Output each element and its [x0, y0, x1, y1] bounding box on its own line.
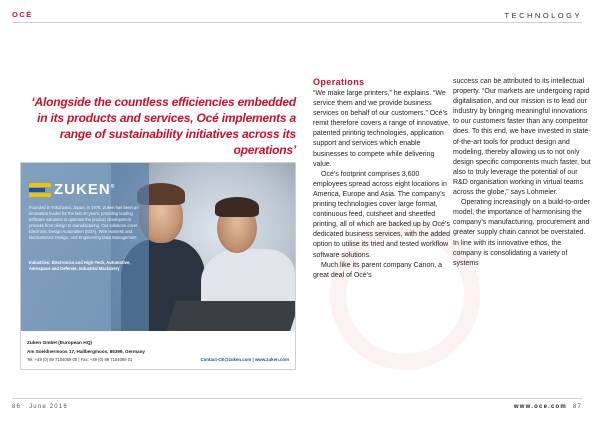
footer-divider [12, 398, 582, 399]
page-number-left: 86 [12, 404, 22, 410]
section-heading-operations: Operations [313, 77, 365, 87]
paragraph: Operating increasingly on a build-to-order model, the importance of harmonising the company’s manufacturing, procurement and greater supply chain cannot be overstated. In line with its innovative ethos, the company is consolidating a variety of systems [453, 199, 590, 267]
ad-info-panel [21, 163, 149, 331]
issue-date: June 2016 [29, 404, 68, 410]
paragraph: Océ’s footprint comprises 3,600 employees spread across eight locations in America, Europe and Asia. The company’s printing technologies cover large format, continuous feed, cutsheet and sheetfed printing, all of which are backed up by Océ’s dedicated business services, with the added option to utilise its tried and tested workflow software solutions. [313, 170, 450, 259]
paragraph: Much like its parent company Canon, a great deal of Océ’s [313, 261, 443, 279]
ad-description: Founded in Yokohama, Japan, in 1976, Zuken has been an innovation leader for the last 40 years, providing leading software solutions to optimise the product development process from design to manufacturing. Our solutions cover Electronic Design Automation (EDA), Wire Harness and Mechatronics Design, and Engineering Data Management. [29, 205, 139, 240]
ad-industries: Industries: Electronics and High-Tech, Automotive, Aerospace and Defense, Industrial Machinery [29, 260, 131, 271]
zuken-logo-icon [29, 183, 51, 197]
website-link[interactable]: www.oce.com [513, 404, 567, 410]
ad-contact-link[interactable]: Contact-CE@zuken.com | www.zuken.com [200, 357, 289, 362]
section-label: TECHNOLOGY [504, 11, 582, 20]
article-column-1 [313, 89, 451, 281]
article-column-2 [453, 77, 591, 269]
paragraph: success can be attributed to its intellectual property. “Our markets are undergoing rapid digitalisation, and our mission is to lead our industry by bringing meaningful innovations to our customers faster than any competitor does. To this end, we have invested in state-of-the-art tools for product design and modeling, thereby allowing us to not only design specific components much faster, but also to truly leverage the potential of our R&D organisation working in virtual teams across the globe,” says Lohmeier. [453, 78, 591, 197]
ad-contact-footer [21, 331, 295, 369]
paragraph: “We make large printers,” he explains. “We service them and we provide business services on behalf of our customers.” Océ’s remit therefore covers a range of innovative, patented printing technologies, application support and services which enable businesses to compete while delivering value. [313, 90, 450, 168]
laptop-image [166, 301, 295, 331]
pull-quote: ‘Alongside the countless efficiencies embedded in its products and services, Océ implements a range of sustainability initiatives across its operations’ [31, 95, 296, 157]
brand-label: OCÉ [12, 10, 33, 19]
page-number-right: 87 [572, 404, 582, 410]
ad-company-name: Zuken GmbH (European HQ) [27, 341, 93, 346]
zuken-advertisement [20, 162, 296, 370]
zuken-logo: ZUKEN® [29, 181, 115, 198]
ad-address: Am Soeldnermoos 17, Hallbergmoos, 85399, Germany [27, 349, 145, 354]
header-divider [12, 22, 582, 23]
footer-left [12, 404, 68, 410]
ad-phone: Tel: +49 (0) 89 7104059 00 | Fax: +49 (0) 89 7104059 01 [27, 357, 133, 362]
ad-photo-businessmen [21, 163, 295, 331]
footer-right [514, 404, 582, 410]
